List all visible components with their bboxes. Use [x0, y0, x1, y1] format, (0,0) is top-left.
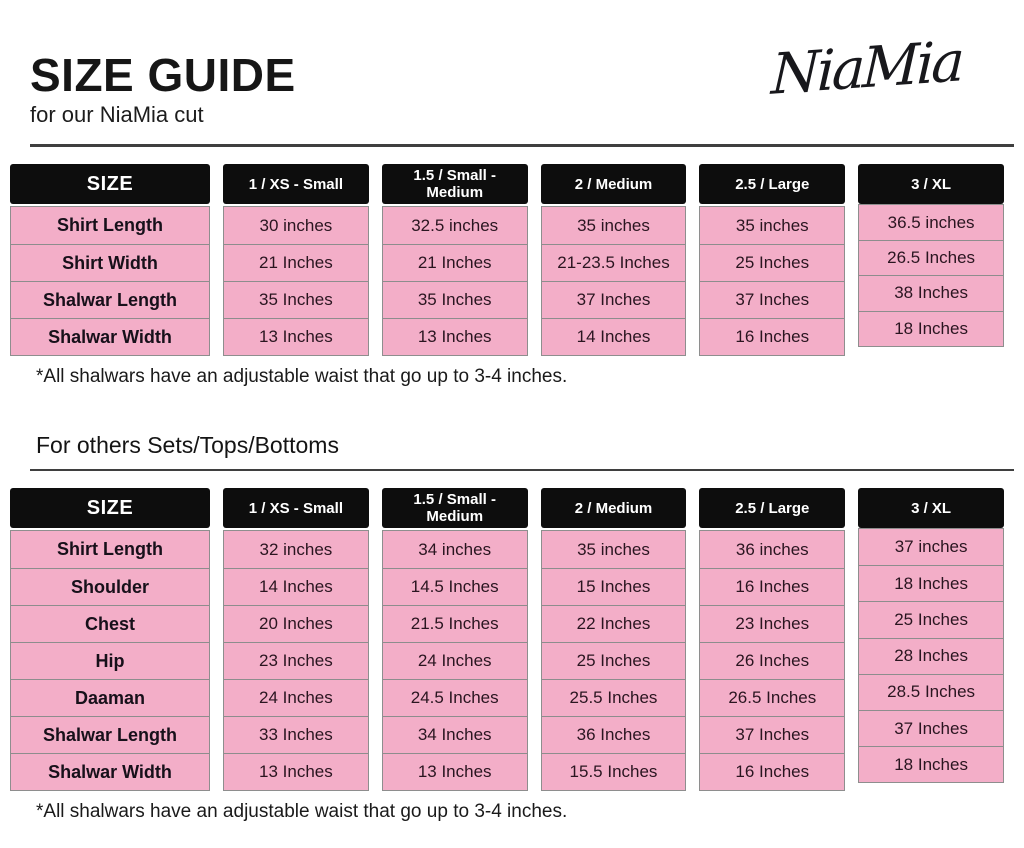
size-value: 25 Inches [859, 601, 1003, 637]
size-value: 23 Inches [700, 605, 844, 642]
column-body [858, 528, 1004, 783]
size-value: 25 Inches [700, 244, 844, 281]
size-value: 24.5 Inches [383, 679, 527, 716]
page-title: SIZE GUIDE [30, 49, 296, 101]
column-header: 2.5 / Large [699, 164, 845, 204]
size-value: 24 Inches [383, 642, 527, 679]
column-header: SIZE [10, 488, 210, 528]
size-value: 16 Inches [700, 318, 844, 355]
brand-logo: NiaMia [770, 29, 963, 108]
column-body [382, 206, 528, 356]
row-label: Shoulder [11, 568, 209, 605]
size-value: 35 inches [700, 207, 844, 244]
column-body [223, 206, 369, 356]
column-body [223, 530, 369, 791]
size-value: 16 Inches [700, 568, 844, 605]
size-value: 28.5 Inches [859, 674, 1003, 710]
size-value-column [223, 488, 369, 791]
size-value: 28 Inches [859, 638, 1003, 674]
size-value: 20 Inches [224, 605, 368, 642]
row-label: Shalwar Width [11, 753, 209, 790]
size-value: 36 Inches [542, 716, 686, 753]
others-size-table [10, 488, 1004, 791]
size-value: 38 Inches [859, 275, 1003, 310]
size-value: 21-23.5 Inches [542, 244, 686, 281]
size-value: 15.5 Inches [542, 753, 686, 790]
row-label: Shirt Length [11, 531, 209, 568]
column-header: 3 / XL [858, 164, 1004, 204]
row-label: Daaman [11, 679, 209, 716]
row-label: Shirt Width [11, 244, 209, 281]
size-value: 34 inches [383, 531, 527, 568]
size-value: 13 Inches [383, 753, 527, 790]
size-value: 14 Inches [542, 318, 686, 355]
column-header: 1 / XS - Small [223, 488, 369, 528]
divider [30, 144, 1014, 147]
size-value-column [382, 164, 528, 356]
others-section-heading: For others Sets/Tops/Bottoms [36, 432, 339, 458]
title-block [30, 28, 296, 128]
size-value: 36 inches [700, 531, 844, 568]
size-label-column [10, 488, 210, 791]
size-value: 37 Inches [700, 716, 844, 753]
size-value-column [858, 488, 1004, 791]
size-value: 30 inches [224, 207, 368, 244]
page-header [0, 0, 1024, 128]
size-value: 26 Inches [700, 642, 844, 679]
column-body [382, 530, 528, 791]
size-value: 26.5 Inches [700, 679, 844, 716]
column-body [541, 206, 687, 356]
column-header: 1 / XS - Small [223, 164, 369, 204]
size-value: 21 Inches [224, 244, 368, 281]
row-label: Shalwar Length [11, 281, 209, 318]
size-value-column [699, 164, 845, 356]
column-body [10, 530, 210, 791]
size-value: 35 Inches [224, 281, 368, 318]
size-value: 23 Inches [224, 642, 368, 679]
size-value: 21.5 Inches [383, 605, 527, 642]
size-value: 35 Inches [383, 281, 527, 318]
size-value: 13 Inches [224, 318, 368, 355]
column-header: 1.5 / Small - Medium [382, 488, 528, 528]
shalwar-waist-footnote: *All shalwars have an adjustable waist that go up to 3-4 inches. [36, 366, 568, 387]
size-value: 13 Inches [383, 318, 527, 355]
row-label: Hip [11, 642, 209, 679]
divider [30, 469, 1014, 471]
size-value-column [223, 164, 369, 356]
size-value: 36.5 inches [859, 205, 1003, 240]
niamia-cut-section [0, 164, 1024, 388]
column-header: 2.5 / Large [699, 488, 845, 528]
size-value: 25.5 Inches [542, 679, 686, 716]
column-header: 1.5 / Small - Medium [382, 164, 528, 204]
column-header: 2 / Medium [541, 164, 687, 204]
column-body [699, 206, 845, 356]
size-value: 37 Inches [700, 281, 844, 318]
size-value-column [382, 488, 528, 791]
size-value: 26.5 Inches [859, 240, 1003, 275]
column-body [699, 530, 845, 791]
page-subtitle: for our NiaMia cut [30, 102, 204, 127]
size-value: 18 Inches [859, 565, 1003, 601]
size-value: 32.5 inches [383, 207, 527, 244]
size-value: 34 Inches [383, 716, 527, 753]
size-value: 22 Inches [542, 605, 686, 642]
column-body [10, 206, 210, 356]
size-value: 25 Inches [542, 642, 686, 679]
size-value: 18 Inches [859, 311, 1003, 346]
size-value: 24 Inches [224, 679, 368, 716]
size-value: 18 Inches [859, 746, 1003, 782]
size-value: 14.5 Inches [383, 568, 527, 605]
size-value-column [541, 164, 687, 356]
size-value: 16 Inches [700, 753, 844, 790]
size-value-column [699, 488, 845, 791]
others-section [0, 488, 1024, 823]
size-value: 37 Inches [542, 281, 686, 318]
row-label: Shalwar Length [11, 716, 209, 753]
column-header: 3 / XL [858, 488, 1004, 528]
column-body [858, 204, 1004, 347]
size-value: 35 inches [542, 531, 686, 568]
size-value-column [858, 164, 1004, 356]
size-value: 32 inches [224, 531, 368, 568]
size-value: 37 inches [859, 529, 1003, 565]
size-label-column [10, 164, 210, 356]
row-label: Chest [11, 605, 209, 642]
size-value: 13 Inches [224, 753, 368, 790]
column-body [541, 530, 687, 791]
row-label: Shalwar Width [11, 318, 209, 355]
size-value: 37 Inches [859, 710, 1003, 746]
size-value-column [541, 488, 687, 791]
column-header: 2 / Medium [541, 488, 687, 528]
shalwar-waist-footnote: *All shalwars have an adjustable waist that go up to 3-4 inches. [36, 801, 568, 822]
row-label: Shirt Length [11, 207, 209, 244]
size-value: 35 inches [542, 207, 686, 244]
size-value: 15 Inches [542, 568, 686, 605]
size-value: 14 Inches [224, 568, 368, 605]
column-header: SIZE [10, 164, 210, 204]
size-value: 33 Inches [224, 716, 368, 753]
niamia-cut-size-table [10, 164, 1004, 356]
size-value: 21 Inches [383, 244, 527, 281]
